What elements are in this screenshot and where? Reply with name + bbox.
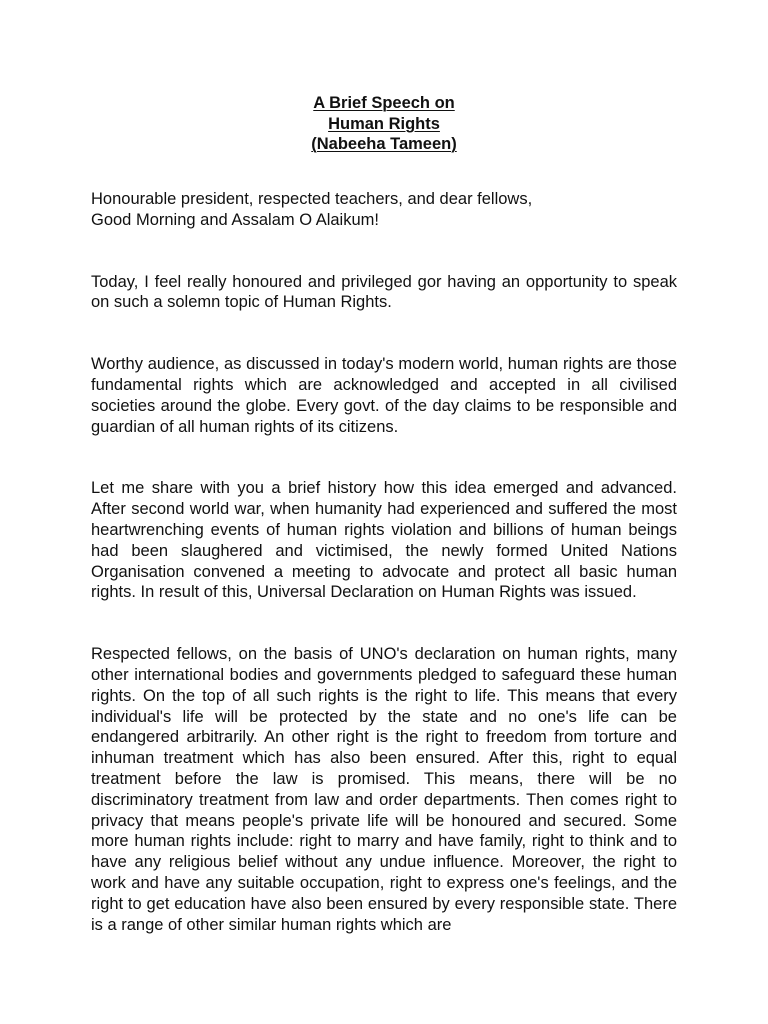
paragraph-intro: Today, I feel really honoured and privileged gor having an opportunity to speak on such a solemn topic of Human Rights. bbox=[91, 272, 677, 312]
title-line-2: Human Rights bbox=[328, 114, 440, 133]
speech-body bbox=[91, 189, 677, 976]
speech-title bbox=[0, 93, 768, 155]
title-line-3: (Nabeeha Tameen) bbox=[311, 135, 457, 153]
salutation-line-2: Good Morning and Assalam O Alaikum! bbox=[91, 210, 379, 229]
paragraph-rights-list: Respected fellows, on the basis of UNO's declaration on human rights, many other international bodies and governments pledged to safeguard these human rights. On the top of all such rights is the right to life. This means that every individual's life will be protected by the state and no one's life can be endangered arbitrarily. An other right is the right to freedom from torture and inhuman treatment which has also been ensured. After this, right to equal treatment before the law is promised. This means, there will be no discriminatory treatment from law and order departments. Then comes right to privacy that means people's private life will be honoured and secured. Some more human rights include: right to marry and have family, right to think and to have any religious belief without any undue influence. Moreover, the right to work and have any suitable occupation, right to express one's feelings, and the right to get education have also been ensured by every responsible state. There is a range of other similar human rights which are bbox=[91, 645, 677, 934]
salutation-line-1: Honourable president, respected teachers, and dear fellows, bbox=[91, 190, 533, 208]
paragraph-history: Let me share with you a brief history how this idea emerged and advanced. After second world war, when humanity had experienced and suffered the most heartwrenching events of human rights violation and billions of human beings had been slaughered and victimised, the newly formed United Nations Organisation convened a meeting to advocate and protect all basic human rights. In result of this, Universal Declaration on Human Rights was issued. bbox=[91, 479, 677, 602]
title-line-1: A Brief Speech on bbox=[313, 94, 455, 112]
paragraph-definition: Worthy audience, as discussed in today's modern world, human rights are those fundamental rights which are acknowledged and accepted in all civilised societies around the globe. Every govt. of the day claims to be responsible and guardian of all human rights of its citizens. bbox=[91, 355, 677, 436]
salutation bbox=[91, 189, 677, 231]
